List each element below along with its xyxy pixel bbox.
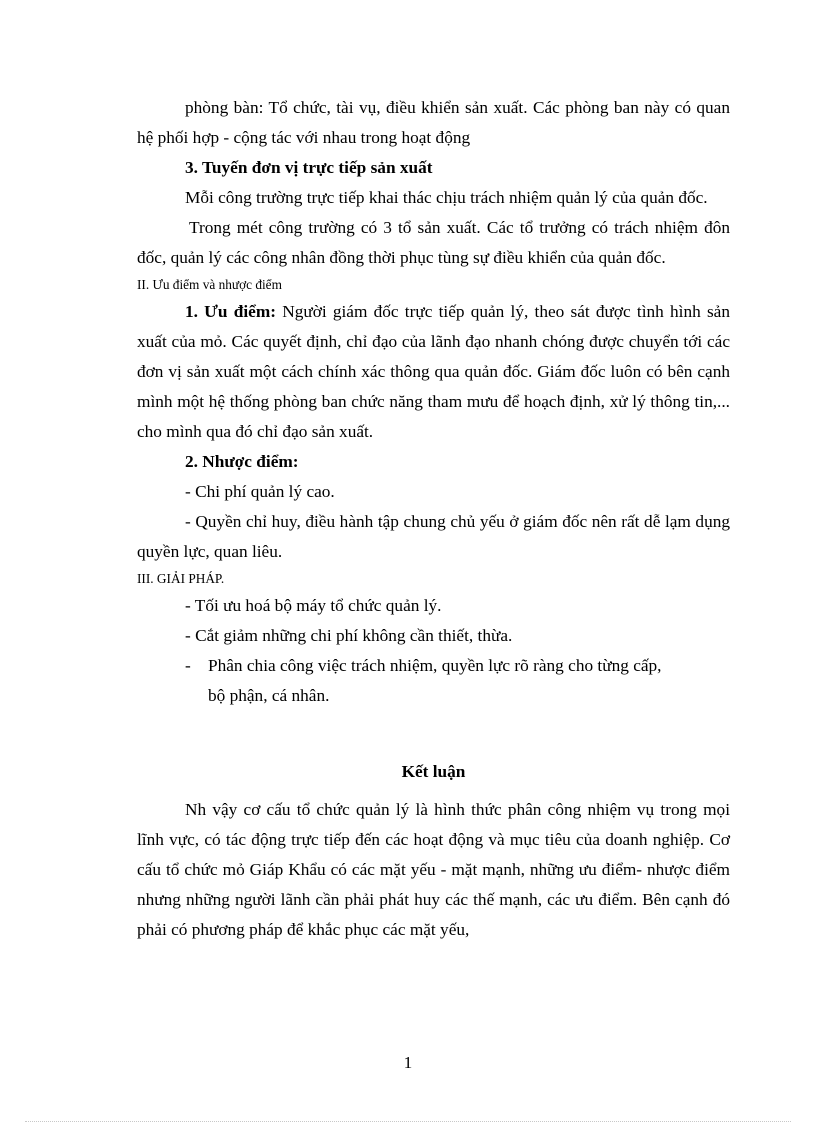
solution-item-divide-work	[137, 651, 730, 711]
paragraph-departments: phòng bàn: Tổ chức, tài vụ, điều khiển sản xuất. Các phòng ban này có quan hệ phối hợp - cộng tác với nhau trong hoạt động	[137, 98, 730, 147]
solution-item-cut-costs: - Cắt giảm những chi phí không cần thiết, thừa.	[185, 626, 513, 645]
section-heading-solutions: III. GIẢI PHÁP.	[137, 571, 225, 586]
solution-item-optimize: - Tối ưu hoá bộ máy tổ chức quản lý.	[185, 596, 442, 615]
solution-item-text	[208, 651, 730, 711]
page-number: 1	[403, 1053, 413, 1072]
conclusion-title: Kết luận	[401, 762, 466, 781]
conclusion-paragraph: Nh vậy cơ cấu tổ chức quản lý là hình thức phân công nhiệm vụ trong mọi lĩnh vực, có tác động trực tiếp đến các hoạt động và mục tiêu của doanh nghiệp. Cơ cấu tổ chức mỏ Giáp Khẩu có các mặt yếu - mặt mạnh, những ưu điểm- nhược điểm nhưng những người lãnh cần phải phát huy các thế mạnh, các ưu điểm. Bên cạnh đó phải có phương pháp để khắc phục các mặt yếu,	[137, 800, 730, 939]
paragraph-teams: Trong mét công trường có 3 tổ sản xuất. Các tổ trưởng có trách nhiệm đôn đốc, quản lý các công nhân đồng thời phục tùng sự điều khiển của quản đốc.	[137, 218, 730, 267]
solution-item-line-2: bộ phận, cá nhân.	[208, 686, 330, 705]
advantages-label: 1. Ưu điểm:	[185, 302, 276, 321]
bullet-dash: -	[185, 656, 191, 675]
heading-production-line: 3. Tuyến đơn vị trực tiếp sản xuất	[185, 158, 433, 177]
solution-item-line-1: Phân chia công việc trách nhiệm, quyền lực rõ ràng cho từng cấp,	[208, 656, 662, 675]
advantages-text: Người giám đốc trực tiếp quản lý, theo sát được tình hình sản xuất của mỏ. Các quyết định, chỉ đạo của lãnh đạo nhanh chóng được chuyển tới các đơn vị sản xuất một cách chính xác thông qua quản đốc. Giám đốc luôn có bên cạnh mình một hệ thống phòng ban chức năng tham mưu để hoạch định, xử lý thông tin,... cho mình qua đó chỉ đạo sản xuất.	[137, 302, 730, 441]
document-body	[137, 93, 730, 945]
page-bottom-divider	[25, 1121, 791, 1122]
paragraph-advantages	[137, 297, 730, 447]
section-heading-pros-cons: II. Ưu điểm và nhược điểm	[137, 277, 282, 292]
disadvantage-item-authority: - Quyền chỉ huy, điều hành tập chung chủ yếu ở giám đốc nên rất dễ lạm dụng quyền lực, quan liêu.	[137, 512, 730, 561]
paragraph-worksite: Mỗi công trường trực tiếp khai thác chịu trách nhiệm quản lý của quản đốc.	[185, 188, 708, 207]
disadvantage-item-cost: - Chi phí quản lý cao.	[185, 482, 335, 501]
heading-disadvantages: 2. Nhược điểm:	[185, 452, 299, 471]
